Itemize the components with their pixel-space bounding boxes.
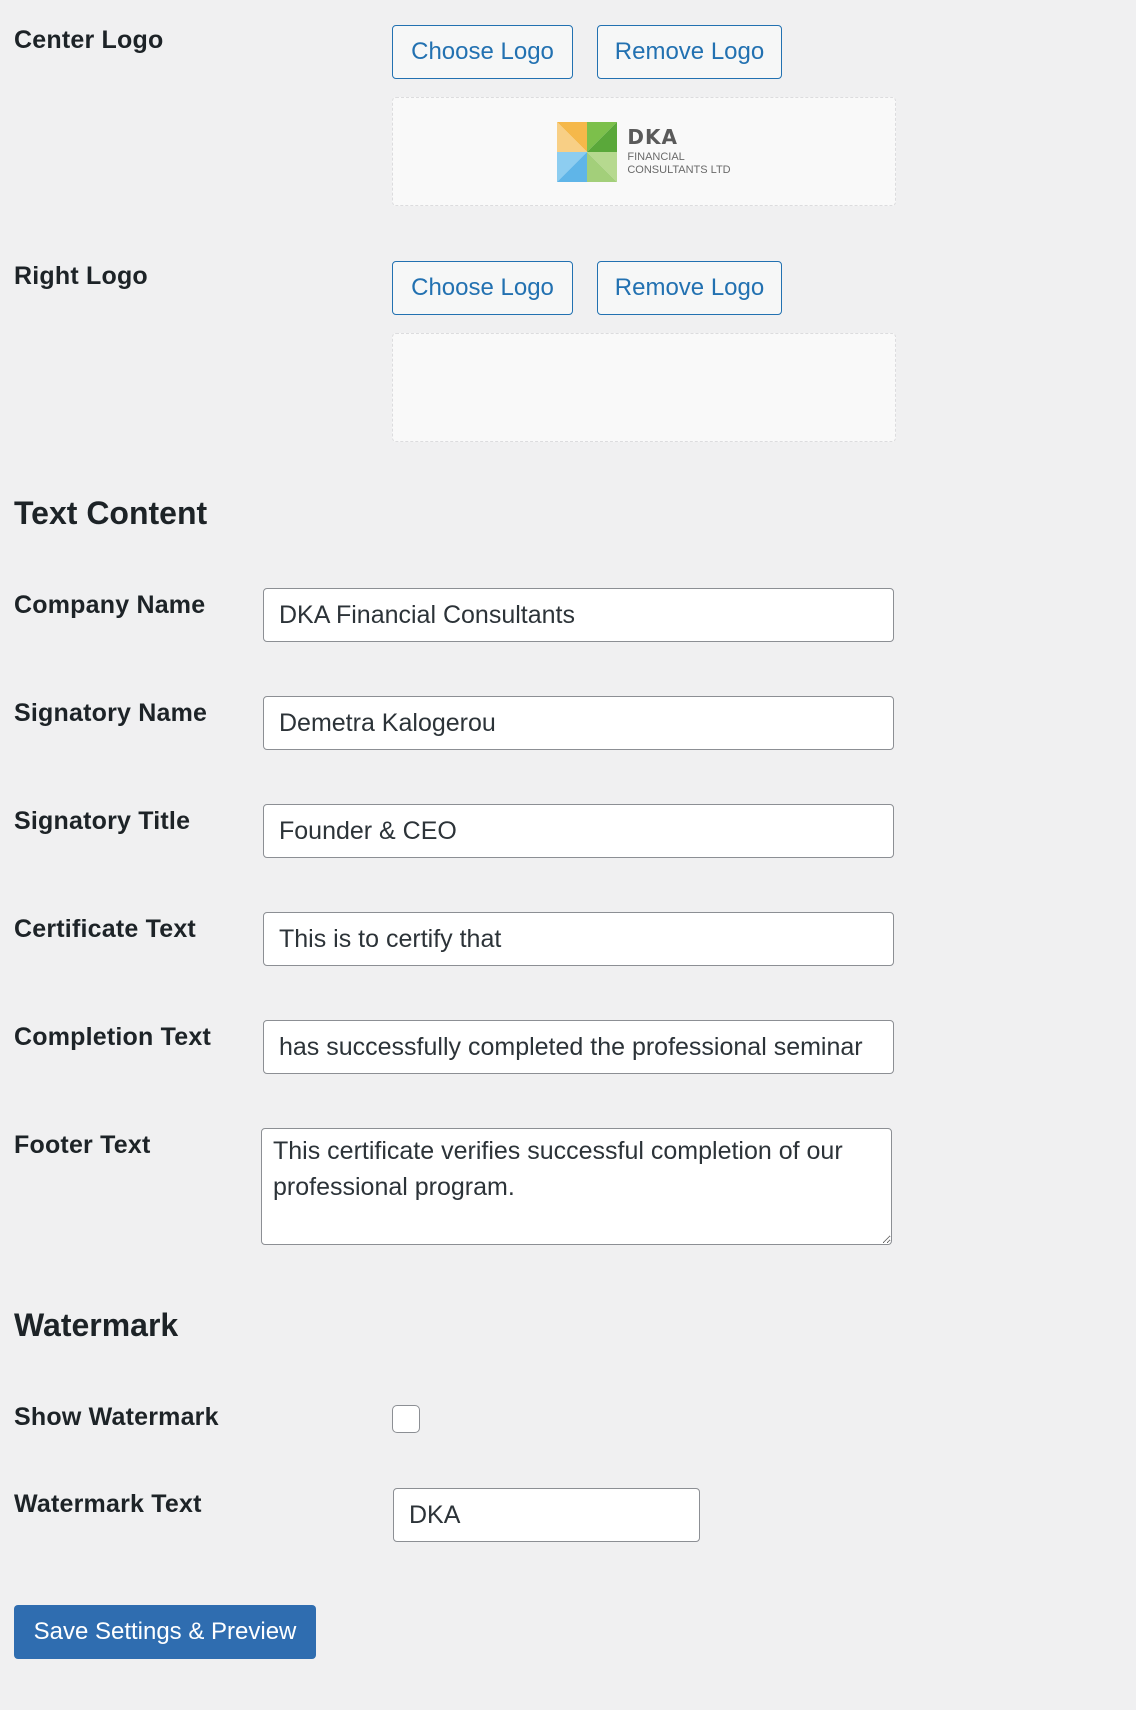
footer-text-textarea[interactable] xyxy=(261,1128,892,1245)
text-content-heading: Text Content xyxy=(14,495,208,531)
signatory-name-label: Signatory Name xyxy=(14,699,208,727)
center-logo-label: Center Logo xyxy=(14,26,164,54)
completion-text-label: Completion Text xyxy=(14,1023,211,1051)
watermark-heading: Watermark xyxy=(14,1307,179,1343)
right-logo-label: Right Logo xyxy=(14,262,148,290)
save-settings-button[interactable]: Save Settings & Preview xyxy=(14,1605,316,1659)
dka-logo-mark-icon xyxy=(557,122,617,182)
show-watermark-label: Show Watermark xyxy=(14,1403,219,1431)
center-logo-preview xyxy=(392,97,896,206)
center-logo-remove-button[interactable]: Remove Logo xyxy=(597,25,782,79)
completion-text-input[interactable] xyxy=(263,1020,894,1074)
show-watermark-checkbox[interactable] xyxy=(392,1405,420,1433)
logo-line-1: FINANCIAL xyxy=(627,150,685,163)
watermark-text-input[interactable] xyxy=(393,1488,700,1542)
signatory-name-input[interactable] xyxy=(263,696,894,750)
right-logo-preview xyxy=(392,333,896,442)
logo-line-2: CONSULTANTS LTD xyxy=(627,163,731,176)
center-logo-choose-button[interactable]: Choose Logo xyxy=(392,25,573,79)
logo-company-name: DKA xyxy=(627,124,678,149)
footer-text-label: Footer Text xyxy=(14,1131,151,1159)
signatory-title-label: Signatory Title xyxy=(14,807,191,835)
certificate-text-input[interactable] xyxy=(263,912,894,966)
right-logo-choose-button[interactable]: Choose Logo xyxy=(392,261,573,315)
right-logo-remove-button[interactable]: Remove Logo xyxy=(597,261,782,315)
signatory-title-input[interactable] xyxy=(263,804,894,858)
company-name-label: Company Name xyxy=(14,591,206,619)
company-name-input[interactable] xyxy=(263,588,894,642)
watermark-text-label: Watermark Text xyxy=(14,1490,202,1518)
dka-logo xyxy=(557,122,730,182)
certificate-text-label: Certificate Text xyxy=(14,915,196,943)
